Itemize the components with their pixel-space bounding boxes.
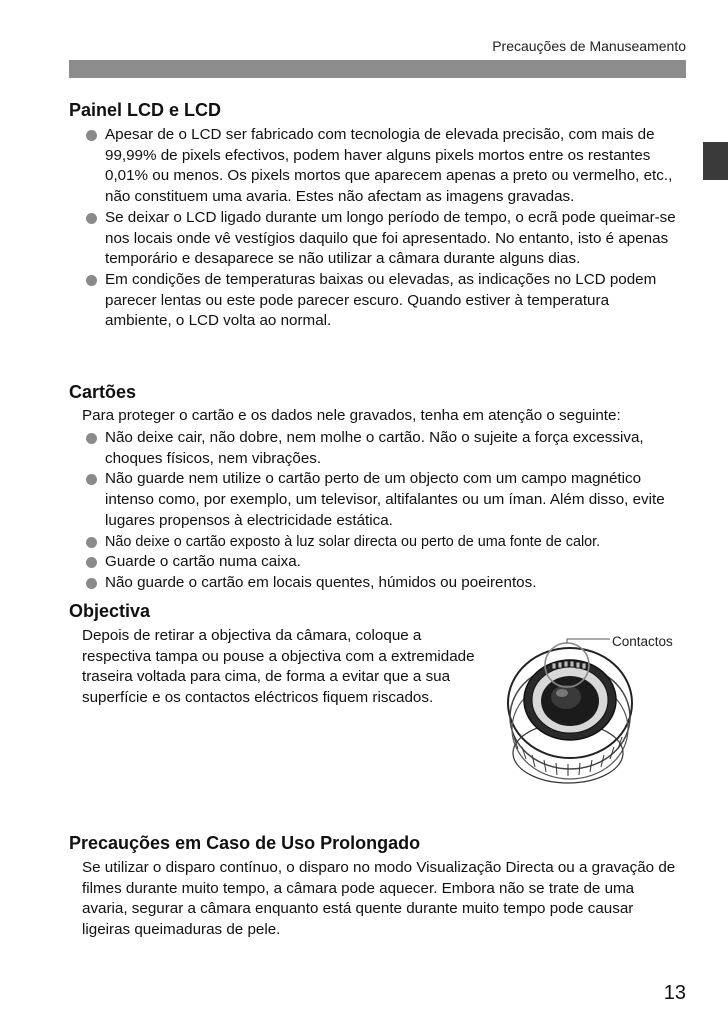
bullet-icon xyxy=(86,213,97,224)
section-title-cards: Cartões xyxy=(69,382,137,402)
bullet-icon xyxy=(86,130,97,141)
lcd-bullet-list xyxy=(86,125,676,332)
list-item-text: Não deixe cair, não dobre, nem molhe o cartão. Não o sujeite a força excessiva, choques físicos, nem vibrações. xyxy=(105,429,644,467)
header-bar xyxy=(69,60,686,78)
prolonged-use-text: Se utilizar o disparo contínuo, o disparo no modo Visualização Directa ou a gravação de filmes durante muito tempo, a câmara pode aquecer. Embora não se trate de uma avaria, segurar a câmara enquanto está quente durante muito tempo pode causar ligeiras queimaduras de pele. xyxy=(82,859,676,939)
list-item-text: Não guarde o cartão em locais quentes, húmidos ou poeirentos. xyxy=(105,573,537,591)
list-item xyxy=(86,532,686,553)
list-item xyxy=(86,573,686,594)
list-item-text: Apesar de o LCD ser fabricado com tecnologia de elevada precisão, com mais de 99,99% de pixels efectivos, podem haver alguns pixels mortos entre os restantes 0,01% ou menos. Os pixels mortos que aparecem apenas a preto ou vermelho, etc., não constituem uma avaria. Estes não afectam as imagens gravadas. xyxy=(105,126,673,206)
running-header: Precauções de Manuseamento xyxy=(492,38,686,54)
list-item xyxy=(86,270,676,332)
cards-intro: Para proteger o cartão e os dados nele gravados, tenha em atenção o seguinte: xyxy=(82,407,621,424)
bullet-icon xyxy=(86,557,97,568)
lens-rear-illustration xyxy=(500,625,690,800)
list-item-text: Não guarde nem utilize o cartão perto de um objecto com um campo magnético intenso como, por exemplo, um televisor, altifalantes ou um íman. Além disso, evite lugares propensos à electricidade estática. xyxy=(105,470,665,529)
list-item xyxy=(86,469,686,531)
list-item-text: Em condições de temperaturas baixas ou elevadas, as indicações no LCD podem parecer lentas ou este pode parecer escuro. Quando estiver à temperatura ambiente, o LCD volta ao normal. xyxy=(105,270,657,330)
section-title-lens: Objectiva xyxy=(69,601,151,621)
list-item xyxy=(86,428,686,469)
list-item xyxy=(86,552,686,573)
bullet-icon xyxy=(86,433,97,444)
list-item-text: Não deixe o cartão exposto à luz solar directa ou perto de uma fonte de calor. xyxy=(105,533,601,550)
lens-text: Depois de retirar a objectiva da câmara, coloque a respectiva tampa ou pouse a objectiva com a extremidade traseira voltada para cima, de forma a evitar que a sua superfície e os contactos eléctricos fiquem riscados. xyxy=(82,627,475,707)
list-item xyxy=(86,208,676,270)
bullet-icon xyxy=(86,578,97,589)
cards-bullet-list xyxy=(86,428,686,594)
list-item-text: Se deixar o LCD ligado durante um longo período de tempo, o ecrã pode queimar-se nos locais onde vê vestígios daquilo que foi apresentado. No entanto, isto é apenas temporário e desaparece se não utilizar a câmara durante alguns dias. xyxy=(105,208,676,268)
list-item-text: Guarde o cartão numa caixa. xyxy=(105,553,301,571)
section-title-prolonged-use: Precauções em Caso de Uso Prolongado xyxy=(69,833,421,853)
bullet-icon xyxy=(86,474,97,485)
chapter-side-tab xyxy=(703,142,728,180)
page-number: 13 xyxy=(663,982,686,1004)
list-item xyxy=(86,125,676,208)
section-title-lcd: Painel LCD e LCD xyxy=(69,100,222,120)
bullet-icon xyxy=(86,537,97,548)
bullet-icon xyxy=(86,275,97,286)
figure-label-contacts: Contactos xyxy=(612,634,673,649)
